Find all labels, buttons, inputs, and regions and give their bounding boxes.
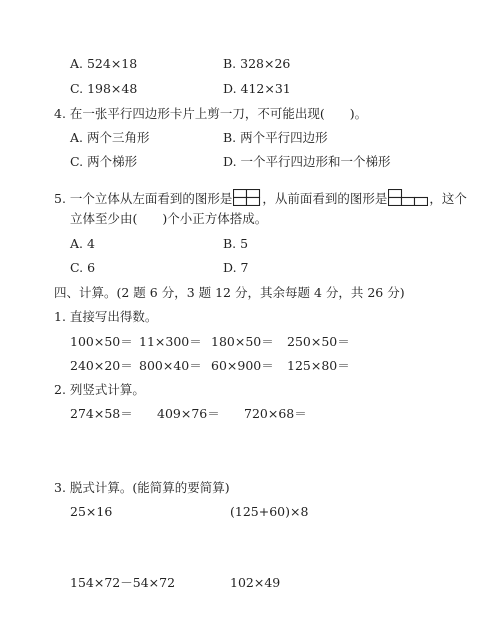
calc3-item: 102×49 bbox=[230, 575, 281, 590]
calc1-item: 100×50＝ bbox=[70, 334, 133, 349]
q5-stem bbox=[54, 189, 467, 207]
q5-option-b: B. 5 bbox=[223, 236, 249, 251]
calc3-item: 154×72－54×72 bbox=[70, 575, 176, 590]
q5-option-c: C. 6 bbox=[70, 260, 96, 275]
calc1-item: 125×80＝ bbox=[287, 358, 350, 373]
q4-option-b: B. 两个平行四边形 bbox=[223, 130, 328, 145]
q3-option-a: A. 524×18 bbox=[70, 56, 138, 71]
calc2-title: 2. 列竖式计算。 bbox=[54, 382, 145, 397]
q5-stem-part3: ，这个 bbox=[429, 191, 467, 206]
calc2-item: 409×76＝ bbox=[157, 406, 220, 421]
calc1-item: 60×900＝ bbox=[211, 358, 274, 373]
q4-option-a: A. 两个三角形 bbox=[70, 130, 150, 145]
q5-stem-part1: 5. 一个立体从左面看到的图形是 bbox=[54, 191, 233, 206]
q3-option-b: B. 328×26 bbox=[223, 56, 291, 71]
left-view-figure bbox=[233, 189, 261, 206]
calc1-title: 1. 直接写出得数。 bbox=[54, 309, 158, 324]
calc1-item: 180×50＝ bbox=[211, 334, 274, 349]
calc3-item: (125+60)×8 bbox=[230, 504, 309, 519]
calc3-item: 25×16 bbox=[70, 504, 113, 519]
q5-stem-line2: 立体至少由( )个小正方体搭成。 bbox=[70, 211, 268, 226]
calc1-item: 11×300＝ bbox=[139, 334, 202, 349]
q4-stem: 4. 在一张平行四边形卡片上剪一刀，不可能出现( )。 bbox=[54, 106, 368, 121]
calc1-item: 240×20＝ bbox=[70, 358, 133, 373]
q3-option-c: C. 198×48 bbox=[70, 81, 138, 96]
section4-heading: 四、计算。(2 题 6 分，3 题 12 分，其余每题 4 分，共 26 分) bbox=[54, 285, 405, 300]
calc3-title: 3. 脱式计算。(能简算的要简算) bbox=[54, 480, 230, 495]
calc1-item: 800×40＝ bbox=[139, 358, 202, 373]
q5-option-a: A. 4 bbox=[70, 236, 95, 251]
q5-stem-part2: ，从前面看到的图形是 bbox=[262, 191, 388, 206]
q3-option-d: D. 412×31 bbox=[223, 81, 291, 96]
calc2-item: 720×68＝ bbox=[244, 406, 307, 421]
q4-option-c: C. 两个梯形 bbox=[70, 154, 138, 169]
front-view-figure bbox=[388, 189, 428, 206]
calc2-item: 274×58＝ bbox=[70, 406, 133, 421]
calc1-item: 250×50＝ bbox=[287, 334, 350, 349]
q5-option-d: D. 7 bbox=[223, 260, 249, 275]
q4-option-d: D. 一个平行四边形和一个梯形 bbox=[223, 154, 391, 169]
